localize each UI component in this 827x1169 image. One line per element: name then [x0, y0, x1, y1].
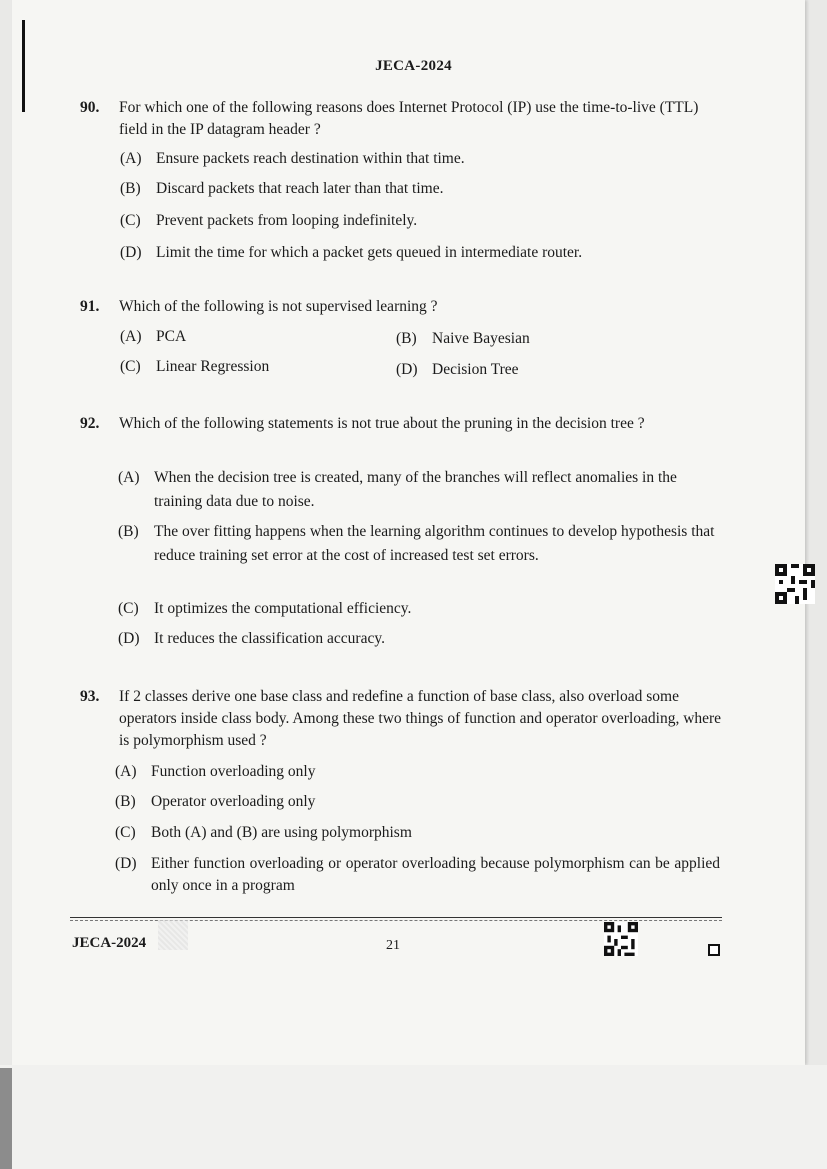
option-91-c	[120, 355, 269, 379]
option-label: (B)	[396, 330, 417, 347]
question-text: If 2 classes derive one base class and redefine a function of base class, also overload some operators inside class body. Among these two things of function and operator overloading, where is polymorphism used ?	[119, 688, 722, 749]
question-number: 92.	[80, 415, 100, 432]
option-text: Linear Regression	[156, 358, 270, 375]
option-label: (C)	[118, 600, 139, 617]
option-label: (A)	[120, 328, 142, 345]
option-text: Both (A) and (B) are using polymorphism	[151, 824, 412, 841]
option-text: Discard packets that reach later than that time.	[156, 180, 444, 197]
option-90-c	[120, 209, 417, 233]
page-header: JECA-2024	[375, 58, 452, 74]
option-text: Prevent packets from looping indefinitely.	[156, 212, 418, 229]
option-90-d	[120, 241, 582, 265]
option-label: (B)	[115, 793, 136, 810]
option-93-d	[115, 853, 720, 897]
option-label: (C)	[120, 212, 141, 229]
option-label: (A)	[120, 150, 142, 167]
option-text: Either function overloading or operator overloading because polymorphism can be applied only once in a program	[151, 855, 720, 894]
option-92-d	[118, 627, 385, 651]
option-text: Operator overloading only	[151, 793, 316, 810]
option-text: It reduces the classification accuracy.	[154, 630, 385, 647]
question-text: For which one of the following reasons does Internet Protocol (IP) use the time-to-live (TTL) field in the IP datagram header ?	[119, 99, 699, 138]
option-label: (D)	[396, 361, 418, 378]
scan-edge	[0, 1068, 12, 1169]
option-93-c	[115, 821, 412, 845]
question-number: 91.	[80, 298, 100, 315]
footer-square-mark	[708, 944, 720, 956]
option-label: (A)	[118, 469, 140, 486]
option-text: Function overloading only	[151, 763, 316, 780]
option-92-b	[118, 520, 720, 568]
option-label: (D)	[120, 244, 142, 261]
option-label: (C)	[120, 358, 141, 375]
question-93	[82, 686, 722, 752]
side-qr-code	[775, 564, 815, 604]
question-text: Which of the following is not supervised learning ?	[119, 298, 438, 315]
option-label: (A)	[115, 763, 137, 780]
scan-background	[0, 1065, 827, 1169]
option-93-a	[115, 760, 315, 784]
question-number: 90.	[80, 99, 100, 116]
option-text: Decision Tree	[432, 361, 519, 378]
option-text: The over fitting happens when the learning algorithm continues to develop hypothesis that reduce training set error at the cost of increased test set errors.	[154, 523, 715, 564]
question-91	[82, 296, 722, 318]
footer-qr-code	[604, 922, 638, 956]
page-number: 21	[386, 938, 400, 953]
option-92-c	[118, 597, 411, 621]
question-90	[82, 97, 722, 141]
option-91-b	[396, 327, 530, 351]
option-90-a	[120, 147, 465, 171]
option-92-a	[118, 466, 720, 514]
option-91-d	[396, 358, 519, 382]
option-label: (B)	[120, 180, 141, 197]
option-91-a	[120, 325, 186, 349]
option-text: Ensure packets reach destination within that time.	[156, 150, 465, 167]
question-92	[82, 413, 722, 435]
option-text: When the decision tree is created, many of the branches will reflect anomalies in the training data due to noise.	[154, 469, 677, 510]
footer-exam-code: JECA-2024	[72, 935, 147, 951]
option-text: Naive Bayesian	[432, 330, 530, 347]
question-number: 93.	[80, 688, 100, 705]
option-label: (D)	[118, 630, 140, 647]
option-label: (D)	[115, 855, 137, 872]
question-text: Which of the following statements is not true about the pruning in the decision tree ?	[119, 415, 645, 432]
option-label: (B)	[118, 523, 139, 540]
option-text: It optimizes the computational efficiency.	[154, 600, 412, 617]
footer-rule	[70, 917, 722, 918]
faint-stamp	[158, 920, 188, 950]
option-label: (C)	[115, 824, 136, 841]
option-text: PCA	[156, 328, 187, 345]
option-text: Limit the time for which a packet gets queued in intermediate router.	[156, 244, 583, 261]
option-93-b	[115, 790, 315, 814]
option-90-b	[120, 177, 443, 201]
